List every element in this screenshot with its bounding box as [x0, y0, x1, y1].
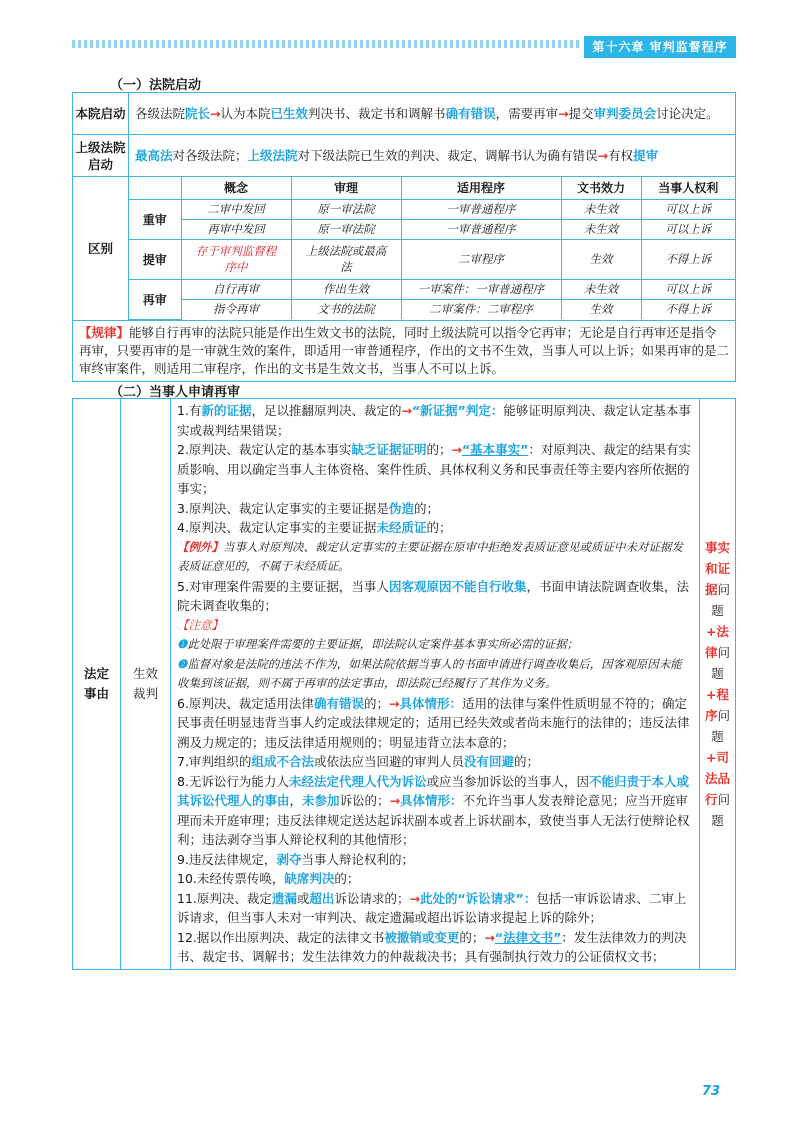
rule-text: 能够自行再审的法院只能是作出生效文书的法院，同时上级法院可以指令它再审；无论是自行再审还是指令再审，只要再审的是一审就生效的案件，即适用一审普通程序，作出的文书不生效，当事人可以上诉；如果再审的是二审终审案件，则适用二审程序，作出的文书是生效文书，当事人不可以上诉。: [79, 324, 730, 376]
section2-title: （二）当事人申请再审: [110, 385, 241, 400]
text-segment: ，足以推翻原判决、裁定的: [251, 403, 402, 418]
text-segment: 没有回避: [463, 754, 514, 769]
ground-item: [177, 694, 693, 753]
text-segment: 提审: [633, 147, 659, 163]
text-segment: ：对原判决、裁定的结果有实质影响、用以确定当事人主体资格、案件性质、具体权利义务和民事责任等主要内容所依据的事实；: [177, 442, 691, 496]
text-segment: ，需要再审: [495, 105, 559, 121]
ground-item: [177, 401, 693, 440]
text-segment: 2.原判决、裁定认定的基本事实: [177, 442, 352, 457]
ground-item: [177, 889, 693, 928]
text-segment: 未参加: [302, 793, 340, 808]
text-segment: 院长: [185, 105, 211, 121]
text-segment: ❶: [177, 637, 188, 651]
text-segment: 的；: [334, 871, 360, 886]
diff-group-label: 重审: [129, 199, 181, 239]
row1-content: [129, 93, 736, 135]
diff-header-rights: 当事人权利: [641, 177, 735, 199]
text-segment: 此处的“诉讼请求”：: [419, 890, 537, 906]
text-segment: 各级法院: [135, 105, 186, 121]
text-segment: 新的证据: [201, 403, 252, 418]
diff-cell-concept: 存于审判监督程序中: [181, 239, 291, 279]
diff-table: [129, 177, 735, 320]
text-segment: 审判委员会: [593, 105, 657, 121]
text-segment: 对各级法院；: [172, 147, 248, 163]
effective-judgment-label: 生效裁判: [121, 399, 171, 970]
side-note: [700, 399, 736, 970]
diff-cell-concept: 自行再审: [181, 279, 291, 299]
text-segment: “基本事实”: [461, 442, 529, 457]
text-segment: 遗漏: [271, 890, 297, 906]
diff-cell-effect: 未生效: [561, 279, 641, 299]
diff-cell-procedure: 一审普通程序: [401, 199, 561, 219]
text-segment: 已生效: [270, 105, 309, 121]
ground-item: [177, 752, 693, 772]
diff-header-effect: 文书效力: [561, 177, 641, 199]
header-dotted-line: [72, 40, 582, 48]
text-segment: 未经质证: [376, 520, 427, 535]
chapter-header: [72, 36, 736, 60]
page-number: 73: [701, 1084, 720, 1099]
text-segment: →: [597, 147, 609, 163]
text-segment: 10.未经传票传唤，: [177, 871, 285, 886]
row2-label: 上级法院启动: [73, 135, 129, 177]
text-segment: 剥夺: [276, 851, 302, 867]
text-segment: →: [401, 403, 412, 418]
diff-cell-trial: 作出生效: [291, 279, 401, 299]
text-segment: 伪造: [388, 500, 414, 516]
diff-cell-rights: 可以上诉: [641, 219, 735, 239]
text-segment: 讨论决定。: [656, 105, 719, 121]
text-segment: 上级法院: [247, 147, 298, 163]
text-segment: 的；: [413, 500, 439, 516]
text-segment: 的；: [426, 442, 452, 457]
text-segment: 当事人辩论权利的；: [301, 851, 414, 867]
diff-cell-trial: 上级法院或最高法: [291, 239, 401, 279]
text-segment: 4.原判决、裁定认定事实的主要证据: [177, 520, 377, 535]
text-segment: 3.原判决、裁定认定事实的主要证据是: [177, 500, 389, 516]
diff-header-trial: 审理: [291, 177, 401, 199]
diff-row: [129, 199, 735, 219]
text-segment: “新证据”判定：: [411, 403, 504, 418]
text-segment: 确有错误: [445, 105, 496, 121]
ground-item: [177, 655, 693, 694]
text-segment: 监督对象是法院的违法不作为，如果法院依据当事人的书面申请进行调查收集后，因客观原因未能收集到该证据，则不属于再审的法定事由，即法院已经履行了其作为义务。: [177, 656, 682, 690]
text-segment: 的；: [426, 520, 452, 535]
text-segment: 12.据以作出原判决、裁定的法律文书: [177, 929, 385, 945]
ground-item: [177, 499, 693, 519]
text-segment: ，书面申请法院调查收集，法院未调查收集的；: [177, 578, 689, 613]
diff-cell-concept: 再审中发回: [181, 219, 291, 239]
diff-row: [129, 279, 735, 299]
diff-cell-rights: 不得上诉: [641, 299, 735, 319]
ground-item: [177, 635, 693, 655]
text-segment: 1.有: [177, 403, 202, 418]
diff-row: [129, 219, 735, 239]
ground-item: [177, 772, 693, 850]
text-segment: 适用的法律与案件性质明显不符的；确定民事责任明显违背当事人约定或法律规定的；适用已经失效或者尚未施行的法律的；违反法律溯及力规定的；违反法律适用规则的；明显违背立法本意的；: [177, 695, 690, 750]
legal-grounds-label: 法定事由: [73, 399, 121, 970]
diff-cell-effect: 生效: [561, 299, 641, 319]
ground-item: [177, 518, 693, 538]
text-segment: 提交: [568, 105, 594, 121]
text-segment: 组成不合法: [251, 754, 314, 769]
ground-item: [177, 850, 693, 870]
text-segment: 超出: [309, 890, 335, 906]
diff-cell-procedure: 一审案件：一审普通程序: [401, 279, 561, 299]
text-segment: 缺乏证据证明: [351, 442, 427, 457]
text-segment: 的；: [459, 929, 485, 945]
text-segment: →: [558, 105, 569, 121]
diff-cell-procedure: 一审普通程序: [401, 219, 561, 239]
text-segment: 未经法定代理人代为诉讼: [288, 773, 427, 789]
text-segment: →: [484, 929, 495, 945]
diff-group-label: 再审: [129, 279, 181, 319]
text-segment: 11.原判决、裁定: [177, 890, 272, 906]
ground-item: [177, 616, 693, 636]
row2-content: [129, 135, 736, 177]
diff-cell-effect: 未生效: [561, 219, 641, 239]
text-segment: 被撤销或变更: [384, 929, 460, 945]
section1-title: （一）法院启动: [110, 78, 202, 93]
diff-header-row: [129, 177, 735, 199]
text-segment: →: [388, 695, 400, 711]
text-segment: 诉讼的；: [339, 793, 390, 808]
diff-cell-effect: 未生效: [561, 199, 641, 219]
text-segment: 最高法: [135, 147, 173, 163]
ground-item: [177, 869, 693, 889]
diff-cell-effect: 生效: [561, 239, 641, 279]
chapter-tab: 第十六章 审判监督程序: [584, 36, 736, 58]
diff-corner: [129, 177, 181, 199]
diff-group-label: 提审: [129, 239, 181, 279]
text-segment: 6.原判决、裁定适用法律: [177, 695, 314, 711]
text-segment: 或: [296, 890, 310, 906]
text-segment: 不能归责于本人或其诉讼代理人的事由: [177, 773, 689, 808]
text-segment: 包括一审诉讼请求、二审上诉请求，但当事人未对一审判决、裁定遗漏或超出诉讼请求提起上诉的除外；: [177, 890, 687, 925]
text-segment: 有权: [608, 147, 634, 163]
text-segment: 【例外】: [177, 539, 223, 554]
text-segment: ，: [289, 793, 303, 808]
ground-item: [177, 440, 693, 499]
text-segment: 不允许当事人发表辩论意见；应当开庭审理而未开庭审理；违反法律规定送达起诉状副本或者上诉状副本，致使当事人无法行使辩论权利；违法剥夺当事人辩论权利的其他情形；: [177, 793, 690, 847]
diff-label: 区别: [73, 177, 129, 321]
diff-header-concept: 概念: [181, 177, 291, 199]
row1-label: 本院启动: [73, 93, 129, 135]
text-segment: 【注意】: [177, 617, 223, 632]
grounds-list: [171, 399, 700, 970]
text-segment: 认为本院: [220, 105, 271, 121]
text-segment: ：发生法律效力的判决书、裁定书、调解书；发生法律效力的仲裁裁决书；具有强制执行效力的公证债权文书；: [177, 929, 687, 964]
text-segment: 或应当参加诉讼的当事人，因: [426, 773, 589, 789]
text-segment: 能够证明原判决、裁定认定基本事实或裁判结果错误；: [177, 403, 691, 438]
text-segment: →: [409, 890, 420, 906]
court-initiated-table: [72, 92, 736, 382]
diff-header-procedure: 适用程序: [401, 177, 561, 199]
diff-cell-trial: 原一审法院: [291, 219, 401, 239]
rule-cell: [73, 320, 736, 381]
diff-cell-trial: 原一审法院: [291, 199, 401, 219]
text-segment: ❷: [177, 656, 188, 671]
text-segment: 判决书、裁定书和调解书: [308, 105, 446, 121]
diff-cell-trial: 文书的法院: [291, 299, 401, 319]
text-segment: 或依法应当回避的审判人员: [313, 754, 464, 769]
text-segment: 因客观原因不能自行收集: [388, 578, 527, 594]
text-segment: 9.违反法律规定，: [177, 851, 277, 867]
side-note-text: 事实和证据问题+法律问题+程序问题+司法品行问题: [704, 539, 731, 828]
rule-tag: 【规律】: [79, 324, 130, 340]
text-segment: 确有错误: [313, 695, 364, 711]
diff-row: [129, 299, 735, 319]
text-segment: “法律文书”: [494, 929, 562, 945]
diff-cell-rights: 不得上诉: [641, 239, 735, 279]
text-segment: 8.无诉讼行为能力人: [177, 773, 289, 789]
diff-cell-procedure: 二审程序: [401, 239, 561, 279]
text-segment: 缺席判决: [284, 871, 335, 886]
text-segment: 5.对审理案件需要的主要证据，当事人: [177, 578, 389, 594]
text-segment: 的；: [363, 695, 389, 711]
diff-cell-concept: 二审中发回: [181, 199, 291, 219]
text-segment: 此处限于审理案件需要的主要证据，即法院认定案件基本事实所必需的证据；: [187, 637, 579, 651]
text-segment: 的；: [513, 754, 539, 769]
diff-cell-procedure: 二审案件：二审程序: [401, 299, 561, 319]
text-segment: 当事人对原判决、裁定认定事实的主要证据在原审中拒绝发表质证意见或质证中未对证据发表质证意见的，不属于未经质证。: [177, 539, 683, 573]
text-segment: 诉讼请求的；: [334, 890, 410, 906]
text-segment: 对下级法院已生效的判决、裁定、调解书认为确有错误: [297, 147, 598, 163]
text-segment: →: [210, 105, 221, 121]
diff-cell-rights: 可以上诉: [641, 199, 735, 219]
ground-item: [177, 577, 693, 616]
text-segment: 7.审判组织的: [177, 754, 252, 769]
diff-row: [129, 239, 735, 279]
diff-cell: [129, 177, 736, 321]
ground-item: [177, 538, 693, 577]
text-segment: →: [451, 442, 462, 457]
diff-cell-concept: 指令再审: [181, 299, 291, 319]
party-application-table: [72, 398, 736, 970]
diff-cell-rights: 可以上诉: [641, 279, 735, 299]
text-segment: →: [389, 793, 401, 808]
text-segment: 具体情形：: [400, 793, 463, 808]
text-segment: 具体情形：: [399, 695, 462, 711]
ground-item: [177, 928, 693, 967]
diff-body: [129, 199, 735, 319]
